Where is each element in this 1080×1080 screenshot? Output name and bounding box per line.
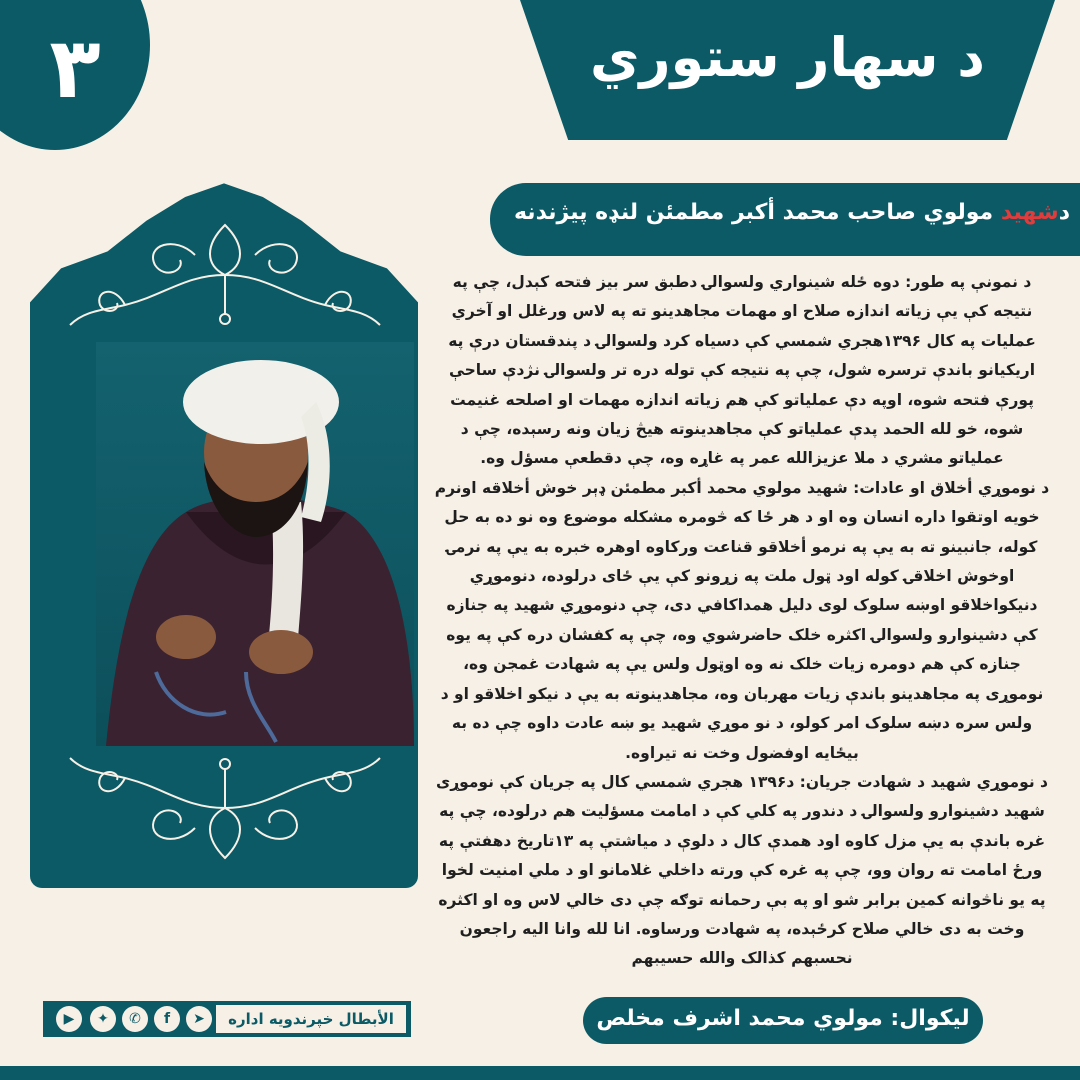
bottom-rule [0, 1066, 1080, 1080]
organization-name: الأبطال خپرندويه اداره [216, 1005, 406, 1033]
twitter-icon[interactable]: ✦ [90, 1006, 116, 1032]
portrait-photo [96, 342, 414, 746]
subtitle-prefix: د [1058, 200, 1070, 225]
article-body [432, 268, 1052, 974]
episode-number: ٣ [49, 19, 101, 117]
article-closing: نحسبهم کذالک والله حسيبهم [631, 949, 853, 968]
page-title: د سهار ستوري [589, 26, 985, 89]
article-paragraph: د نوموړي شهيد د شهادت جريان: د۱۳۹۶ هجري شمسي کال په جريان کې نوموړی شهيد دشينوارو ولسوالۍ د دندور په کلي کې د امامت مسؤليت هم درلوده، چې په غره باندې به يې مزل کاوه اود همدې کال د دلوې د مياشتې په ۱۳تاريخ دهفتې په ورځ امامت ته روان وو، چې په غره کې ورته داخلي غلامانو او د ملي امنيت لخوا په يو ناڅوانه کمين برابر شو او په بې رحمانه توګه چې دی خالي لاس وه او اکثره وخت به دی خالي صلاح کرځېده، په شهادت ورساوه. انا لله وانا اليه راجعون [435, 772, 1049, 938]
subtitle [500, 200, 1070, 225]
author-label: ليکوال: مولوي محمد اشرف مخلص [596, 1006, 970, 1031]
article-paragraph: د نمونې په طور: دوه ځله شينواري ولسوالۍ دطبق سر بيز فتحه کېدل، چې په نتيجه کې يې زياته اندازه صلاح او مهمات مجاهدينو ته په لاس ورغلل او آخري عمليات په کال ۱۳۹۶هجري شمسي کې دسياه کرد ولسوالۍ د پندقستان درې په اريکيانو باندې ترسره شول، چې په نتيجه کې توله دره تر ولسوالۍ نژدې ساحې پورې فتحه شوه، اوپه دې عملياتو کې هم زياته اندازه مهمات او اصلحه غنيمت شوه، خو لله الحمد پدې عملياتو کې مجاهدينوته هيڅ زيان ونه رسېده، چې د عملياتو مشري د ملا عزيزالله عمر په غاړه وه، چې دقطعې مسؤل وه. [448, 273, 1036, 468]
youtube-icon[interactable]: ▶ [56, 1006, 82, 1032]
facebook-icon[interactable]: f [154, 1006, 180, 1032]
subtitle-rest: مولوي صاحب محمد أکبر مطمئن لنډه پيژندنه [513, 200, 994, 225]
whatsapp-icon[interactable]: ✆ [122, 1006, 148, 1032]
telegram-icon[interactable]: ➤ [186, 1006, 212, 1032]
ornament-top-icon [65, 215, 385, 335]
subtitle-highlight: شهيد [1000, 200, 1059, 225]
ornament-bottom-icon [65, 748, 385, 868]
article-paragraph: د نوموړي أخلاق او عادات: شهيد مولوي محمد أکبر مطمئن ډېر خوش أخلاقه اونرم خويه اوتقوا داره انسان وه او د هر ځا که څومره مشکله موضوع وه نو ده به حل کوله، جانبينو ته به يې په نرمو أخلاقو قناعت ورکاوه اوهره خبره به يې په نرمۍ اوخوش اخلاقۍ کوله اود ټول ملت په زړونو کې يې ځای درلوده، دنوموړي دنيکواخلاقو اوښه سلوک لوی دليل همداکافي دی، چې دنوموړي شهيد په جنازه کې دشينوارو ولسوالۍ اکثره خلک حاضرشوي وه، چې په کفشان دره کې په يوه جنازه کې هم دومره زيات خلک نه وه اوټول ولس يې په شهادت غمجن وه، نوموړی په مجاهدينو باندې زيات مهربان وه، مجاهدينوته به يې د نيکو اخلاقو او د ولس سره دښه سلوک امر کولو، د نو موړي شهيد يو ښه عادت داوه چې ده به بيځايه اوفضول وخت نه تيراوه. [434, 478, 1050, 762]
